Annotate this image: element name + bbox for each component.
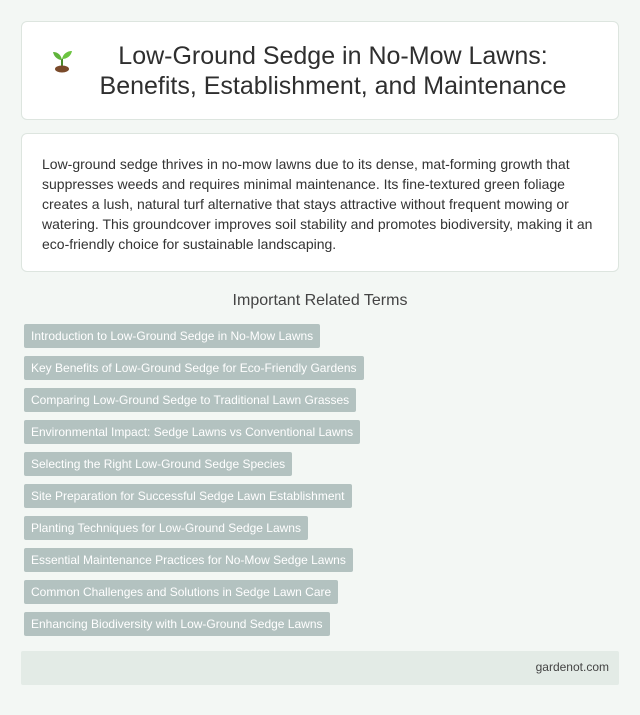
header-card [21,21,619,120]
related-term-tag[interactable]: Environmental Impact: Sedge Lawns vs Conventional Lawns [24,420,360,444]
related-term-tag[interactable]: Enhancing Biodiversity with Low-Ground Sedge Lawns [24,612,330,636]
related-terms-heading: Important Related Terms [232,292,408,309]
page-title: Low-Ground Sedge in No-Mow Lawns: Benefits, Establishment, and Maintenance [99,41,567,100]
related-term-tag[interactable]: Comparing Low-Ground Sedge to Traditional Lawn Grasses [24,388,356,412]
related-term-tag[interactable]: Introduction to Low-Ground Sedge in No-Mow Lawns [24,324,320,348]
related-term-tag[interactable]: Key Benefits of Low-Ground Sedge for Eco-Friendly Gardens [24,356,364,380]
related-term-tag[interactable]: Common Challenges and Solutions in Sedge Lawn Care [24,580,338,604]
related-term-tag[interactable]: Planting Techniques for Low-Ground Sedge Lawns [24,516,308,540]
related-terms-list [24,324,624,644]
footer [21,651,619,685]
related-term-tag[interactable]: Selecting the Right Low-Ground Sedge Species [24,452,292,476]
intro-card [21,133,619,272]
related-term-tag[interactable]: Essential Maintenance Practices for No-Mow Sedge Lawns [24,548,353,572]
footer-site-link[interactable]: gardenot.com [535,660,609,674]
related-term-tag[interactable]: Site Preparation for Successful Sedge Lawn Establishment [24,484,352,508]
intro-paragraph: Low-ground sedge thrives in no-mow lawns due to its dense, mat-forming growth that suppresses weeds and requires minimal maintenance. Its fine-textured green foliage creates a lush, natural turf alternative that stays attractive without frequent mowing or watering. This groundcover improves soil stability and promotes biodiversity, making it an eco-friendly choice for sustainable landscaping. [42,156,593,252]
